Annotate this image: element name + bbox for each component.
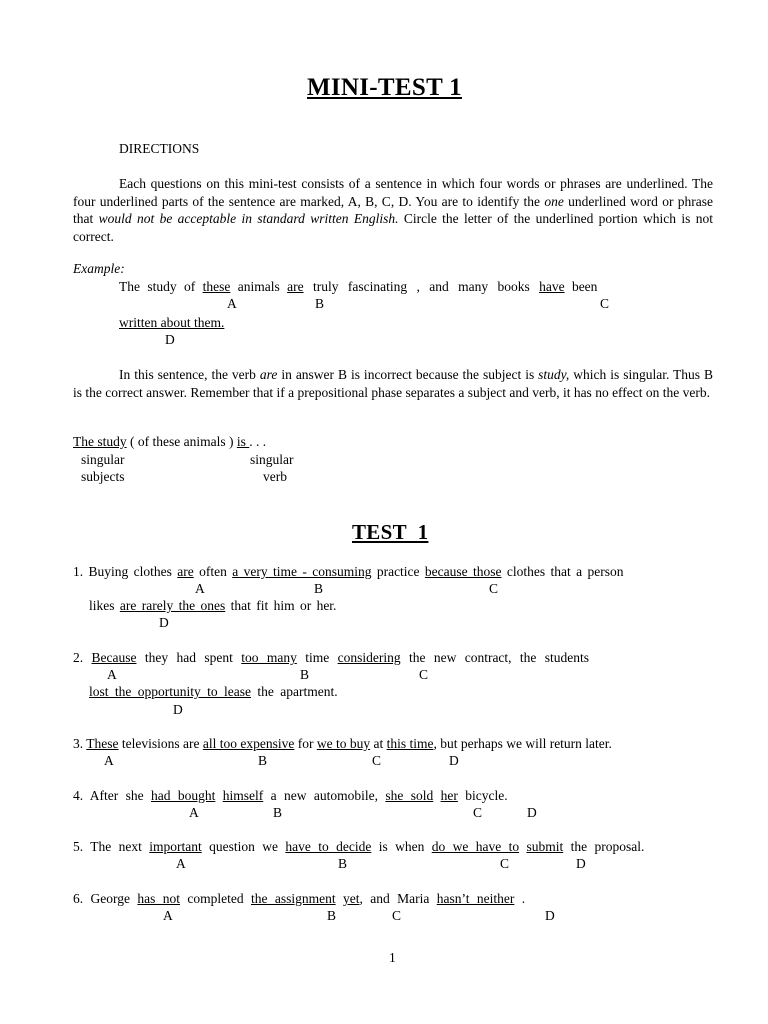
example-option-d: written about them.	[119, 315, 225, 330]
page-number: 1	[389, 950, 396, 965]
q1-option-c: because those	[424, 564, 502, 579]
directions-text: underlined word or phrase that	[73, 193, 713, 226]
page-title: MINI-TEST 1	[307, 74, 462, 101]
q6-letter-d: D	[545, 908, 555, 923]
directions-heading: DIRECTIONS	[119, 141, 200, 156]
q4-letter-d: D	[527, 805, 537, 820]
q1-option-d: are rarely the ones	[119, 598, 226, 613]
diagram-verb-label: verb	[263, 469, 287, 484]
q2-option-d: lost the opportunity to lease	[89, 684, 251, 699]
q1-letter-b: B	[314, 581, 324, 596]
q6-letter-a: A	[163, 908, 173, 923]
q4-option-a: had bought	[151, 788, 216, 803]
diagram-subject: The study	[73, 434, 127, 449]
q2-letter-a: A	[107, 667, 117, 682]
q6-option-a: has not	[137, 891, 180, 906]
q2-letter-b: B	[300, 667, 310, 682]
q3-option-a: These	[86, 736, 119, 751]
q6-option-d: hasn’t neither	[436, 891, 515, 906]
directions-italic: would not be acceptable in standard written English.	[98, 211, 399, 226]
q3-letter-c: C	[372, 753, 382, 768]
example-letter-c: C	[600, 296, 610, 311]
example-letter-d: D	[165, 332, 175, 347]
q4-letter-b: B	[273, 805, 283, 820]
example-letter-b: B	[315, 296, 325, 311]
question-2: 2. Because they had spent too many time considering the new contract, the students	[73, 650, 590, 665]
diagram-subjects: subjects	[81, 469, 125, 484]
q2-letter-c: C	[419, 667, 429, 682]
q5-letter-c: C	[500, 856, 510, 871]
directions-one: one	[544, 193, 564, 209]
diagram-phrase: ( of these animals )	[126, 434, 237, 449]
test-title: TEST 1	[352, 520, 429, 544]
q3-option-b: all too expensive	[202, 736, 295, 751]
example-sentence-line2	[119, 316, 224, 330]
q3-letter-d: D	[449, 753, 459, 768]
q3-option-d: this time	[386, 736, 434, 751]
explanation-paragraph: In this sentence, the verb are in answer B is incorrect because the subject is study, which is singular. Thus B is the correct answer. Remember that if a prepositional phase separates a subject and verb, it has no effect on the verb.	[73, 367, 713, 400]
q4-option-b: himself	[222, 788, 264, 803]
question-4: 4. After she had bought himself a new automobile, she sold her bicycle.	[73, 788, 508, 803]
example-sentence: The study of these animals are truly fascinating , and many books have been	[119, 279, 598, 294]
example-letter-a: A	[227, 296, 237, 311]
q2-letter-d: D	[173, 702, 183, 717]
example-option-c: have	[539, 279, 565, 294]
q5-option-b: have to decide	[285, 839, 372, 854]
subject-verb-diagram: The study ( of these animals ) is . . .	[73, 434, 267, 449]
q5-option-a: important	[149, 839, 202, 854]
q5-letter-b: B	[338, 856, 348, 871]
q4-letter-c: C	[473, 805, 483, 820]
question-2-line2: lost the opportunity to lease the apartment.	[89, 684, 338, 699]
q6-letter-b: B	[327, 908, 337, 923]
question-1: 1. Buying clothes are often a very time - consuming practice because those clothes that a person	[73, 564, 624, 579]
q4-letter-a: A	[189, 805, 199, 820]
q5-option-d: submit	[526, 839, 564, 854]
diagram-verb: is	[236, 434, 250, 449]
q1-letter-d: D	[159, 615, 169, 630]
q2-option-c: considering	[337, 650, 401, 665]
example-option-b: are	[287, 279, 304, 294]
question-6: 6. George has not completed the assignment yet, and Maria hasn’t neither .	[73, 891, 526, 906]
q1-letter-c: C	[489, 581, 499, 596]
q4-option-d: her	[440, 788, 458, 803]
q1-option-b: a very time - consuming	[232, 564, 372, 579]
question-3: 3. These televisions are all too expensive for we to buy at this time, but perhaps we will return later.	[73, 736, 612, 751]
q2-option-a: Because	[91, 650, 137, 665]
q5-letter-d: D	[576, 856, 586, 871]
q3-option-c: we to buy	[316, 736, 371, 751]
q6-letter-c: C	[392, 908, 402, 923]
directions-paragraph	[73, 175, 713, 245]
q1-letter-a: A	[195, 581, 205, 596]
question-5: 5. The next important question we have to decide is when do we have to submit the proposal.	[73, 839, 645, 854]
q6-option-b: the assignment	[250, 891, 336, 906]
diagram-singular-2: singular	[250, 452, 294, 467]
q2-option-b: too many	[241, 650, 297, 665]
diagram-singular-1: singular	[81, 452, 125, 467]
q3-letter-b: B	[258, 753, 268, 768]
question-1-line2: likes are rarely the ones that fit him or her.	[89, 598, 337, 613]
q5-letter-a: A	[176, 856, 186, 871]
q6-option-c: yet	[342, 891, 360, 906]
example-option-a: these	[202, 279, 231, 294]
q1-option-a: are	[177, 564, 194, 579]
q3-letter-a: A	[104, 753, 114, 768]
directions-text: Circle the letter of the underlined portion which is not correct.	[73, 211, 713, 244]
q5-option-c: do we have to	[431, 839, 520, 854]
directions-text: Each questions on this mini-test consists of a sentence in which four words or phrases are underlined. The four underlined parts of the sentence are marked, A, B, C, D. You are to identify the	[73, 176, 713, 209]
q4-option-c: she sold	[385, 788, 434, 803]
example-label: Example:	[73, 261, 125, 276]
